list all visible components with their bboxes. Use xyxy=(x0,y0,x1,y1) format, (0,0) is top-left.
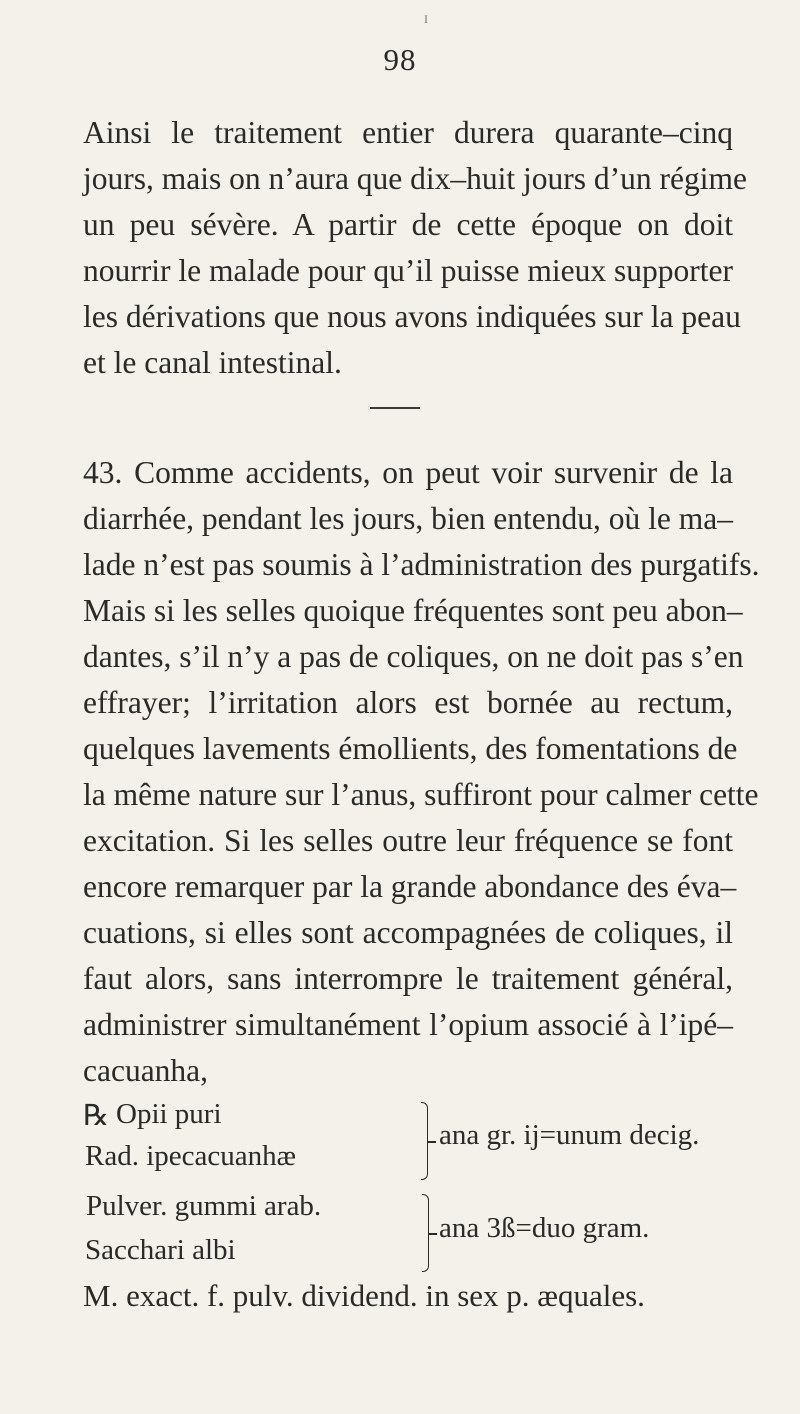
prescription-item: Opii puri xyxy=(116,1098,222,1130)
text-line: administrer simultanément l’opium associé à l’ipé– xyxy=(83,1007,733,1042)
text-line: cacuanha, xyxy=(83,1053,209,1088)
text-line: quelques lavements émollients, des fomentations de xyxy=(83,731,738,766)
prescription-item: Sacchari albi xyxy=(85,1234,236,1266)
text-line: jours, mais on n’aura que dix–huit jours d’un régime xyxy=(83,161,747,196)
text-line: Mais si les selles quoique fréquentes sont peu abon– xyxy=(83,593,743,628)
section-divider xyxy=(370,407,420,409)
text-line: excitation. Si les selles outre leur fréquence se font xyxy=(83,823,733,858)
text-line: la même nature sur l’anus, suffiront pour calmer cette xyxy=(83,777,759,812)
text-line: encore remarquer par la grande abondance des éva– xyxy=(83,869,737,904)
paragraph-2 xyxy=(83,450,760,1094)
text-line: dantes, s’il n’y a pas de coliques, on ne doit pas s’en xyxy=(83,639,744,674)
prescription-dose: ana gr. ij=unum decig. xyxy=(439,1119,700,1151)
page-number: 98 xyxy=(383,42,417,77)
text-line: effrayer; l’irritation alors est bornée au rectum, xyxy=(83,685,733,720)
prescription-instruction: M. exact. f. pulv. dividend. in sex p. æquales. xyxy=(83,1278,645,1313)
text-line: 43. Comme accidents, on peut voir survenir de la xyxy=(83,455,733,490)
text-line: lade n’est pas soumis à l’administration des purgatifs. xyxy=(83,547,760,582)
print-mark: I xyxy=(424,12,428,26)
brace xyxy=(421,1102,428,1180)
prescription-dose: ana 3ß=duo gram. xyxy=(439,1212,650,1244)
paragraph-1 xyxy=(83,110,747,386)
text-line: les dérivations que nous avons indiquées sur la peau xyxy=(83,299,741,334)
text-line: faut alors, sans interrompre le traitement général, xyxy=(83,961,733,996)
text-line: Ainsi le traitement entier durera quarante–cinq xyxy=(83,115,733,150)
text-line: diarrhée, pendant les jours, bien entendu, où le ma– xyxy=(83,501,733,536)
brace xyxy=(422,1194,429,1272)
text-line: nourrir le malade pour qu’il puisse mieux supporter xyxy=(83,253,733,288)
prescription-item: Pulver. gummi arab. xyxy=(86,1190,322,1222)
prescription-item: Rad. ipecacuanhæ xyxy=(85,1140,296,1172)
text-line: cuations, si elles sont accompagnées de coliques, il xyxy=(83,915,733,950)
recipe-symbol: ℞ xyxy=(83,1100,109,1132)
text-line: un peu sévère. A partir de cette époque on doit xyxy=(83,207,733,242)
text-line: et le canal intestinal. xyxy=(83,345,342,380)
